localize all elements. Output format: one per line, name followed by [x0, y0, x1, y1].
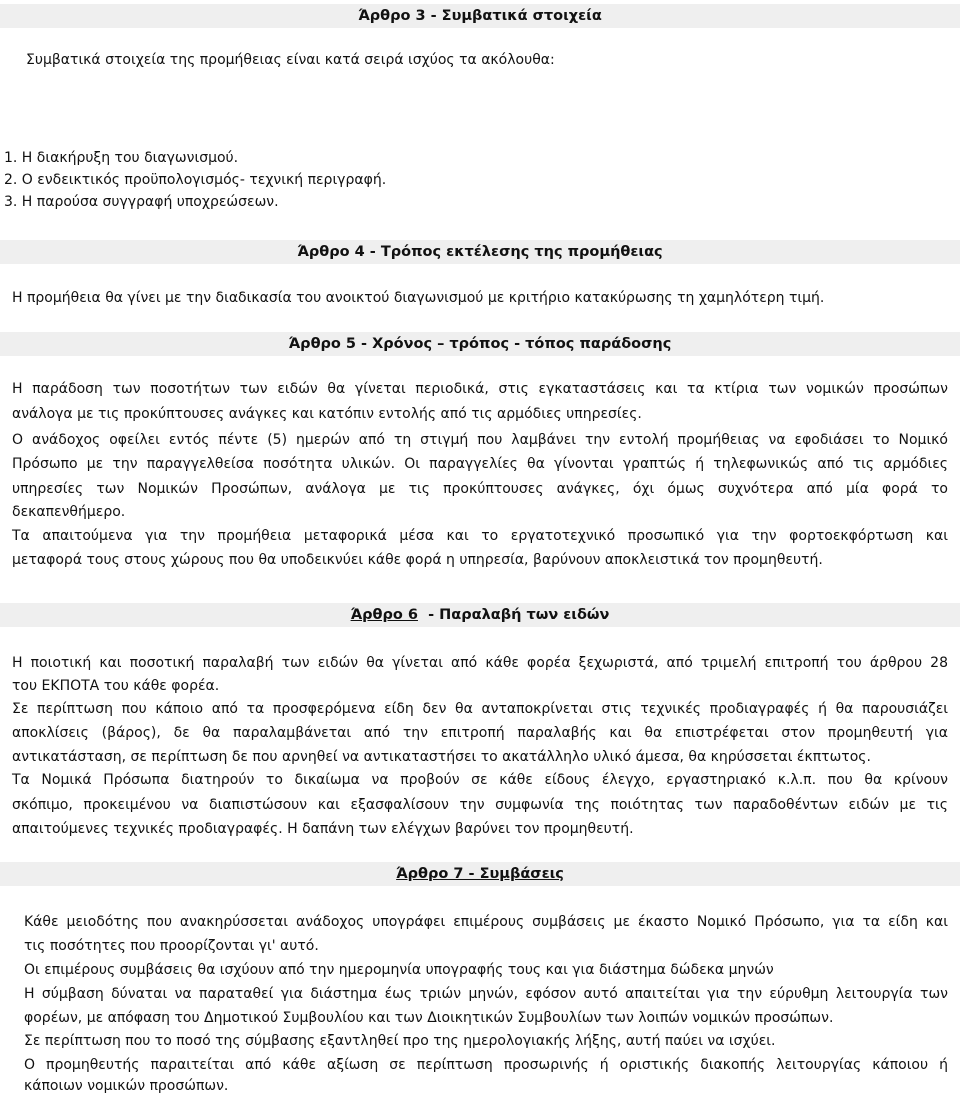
paragraph-line: τις ποσότητες που προορίζονται γι' αυτό.	[24, 938, 319, 954]
paragraph-line: Η σύμβαση δύναται να παραταθεί για διάστημα έως τριών μηνών, εφόσον αυτό απαιτείται για την εύρυθμη λειτουργία των	[24, 986, 948, 1002]
paragraph-line: του ΕΚΠΟΤΑ του κάθε φορέα.	[12, 678, 220, 694]
article-4-text: Η προμήθεια θα γίνει με την διαδικασία του ανοικτού διαγωνισμού με κριτήριο κατακύρωσης τη χαμηλότερη τιμή.	[12, 290, 825, 306]
list-item: 1. Η διακήρυξη του διαγωνισμού.	[4, 150, 239, 166]
paragraph-line: φορέων, με απόφαση του Δημοτικού Συμβουλίου και των Διοικητικών Συμβουλίων των λοιπών νομικών προσώπων.	[24, 1010, 834, 1026]
list-item: 3. Η παρούσα συγγραφή υποχρεώσεων.	[4, 194, 279, 210]
paragraph-line: Σε περίπτωση που το ποσό της σύμβασης εξαντληθεί προ της ημερολογιακής λήξης, αυτή παύει να ισχύει.	[24, 1033, 776, 1049]
article-6-heading	[0, 603, 960, 627]
paragraph-line: σκόπιμο, προκειμένου να διαπιστώσουν και εξασφαλίσουν την συμφωνία της ποιότητας των παραδοθέντων ειδών με τις	[12, 797, 948, 813]
article-7-heading	[0, 862, 960, 886]
paragraph-line: ανάλογα με τις προκύπτουσες ανάγκες και κατόπιν εντολής από τις αρμόδιες υπηρεσίες.	[12, 406, 642, 422]
paragraph-line: Πρόσωπο με την παραγγελθείσα ποσότητα υλικών. Οι παραγγελίες θα γίνονται γραπτώς ή τηλεφωνικώς από τις αρμόδιες	[12, 456, 948, 472]
paragraph-line: Κάθε μειοδότης που ανακηρύσσεται ανάδοχος υπογράφει επιμέρους συμβάσεις με έκαστο Νομικό Πρόσωπο, για τα είδη και	[24, 914, 948, 930]
paragraph-line: Ο προμηθευτής παραιτείται από κάθε αξίωση σε περίπτωση προσωρινής ή οριστικής διακοπής λειτουργίας κάποιου ή	[24, 1057, 948, 1073]
paragraph-line: Τα απαιτούμενα για την προμήθεια μεταφορικά μέσα και το εργατοτεχνικό προσωπικό για την φορτοεκφόρτωση και	[12, 528, 948, 544]
paragraph-line: απαιτούμενες τεχνικές προδιαγραφές. Η δαπάνη των ελέγχων βαρύνει τον προμηθευτή.	[12, 821, 634, 837]
paragraph-line: αντικατάσταση, σε περίπτωση δε που αρνηθεί να αντικαταστήσει το ακατάλληλο υλικό άμεσα, θα κηρύσσεται έκπτωτος.	[12, 749, 871, 765]
article-5-heading: Άρθρο 5 - Χρόνος – τρόπος - τόπος παράδοσης	[288, 336, 672, 352]
article-6-heading-sep: - Παραλαβή των ειδών	[417, 607, 610, 623]
paragraph-line: Η ποιοτική και ποσοτική παραλαβή των ειδών θα γίνεται από κάθε φορέα ξεχωριστά, από τριμελή επιτροπή του άρθρου 28	[12, 655, 948, 671]
paragraph-line: υπηρεσίες των Νομικών Προσώπων, ανάλογα με τις προκύπτουσες ανάγκες, όχι όμως συχνότερα από μία φορά το	[12, 481, 948, 497]
paragraph-line: δεκαπενθήμερο.	[12, 504, 126, 520]
paragraph-line: Σε περίπτωση που κάποιο από τα προσφερόμενα είδη δεν θα ανταποκρίνεται στις τεχνικές προδιαγραφές ή θα παρουσιάζει	[12, 701, 948, 717]
paragraph-line: Τα Νομικά Πρόσωπα διατηρούν το δικαίωμα να προβούν σε κάθε είδους έλεγχο, εργαστηριακό κ.λ.π. που θα κρίνουν	[12, 772, 948, 788]
paragraph-line: κάποιων νομικών προσώπων.	[24, 1078, 229, 1094]
paragraph-line: Οι επιμέρους συμβάσεις θα ισχύουν από την ημερομηνία υπογραφής τους και για διάστημα δώδεκα μηνών	[24, 962, 774, 978]
paragraph-line: Ο ανάδοχος οφείλει εντός πέντε (5) ημερών από τη στιγμή που λαμβάνει την εντολή προμήθειας να εφοδιάσει το Νομικό	[12, 432, 948, 448]
article-6-heading-number: Άρθρο 6	[350, 607, 418, 623]
article-3-intro: Συμβατικά στοιχεία της προμήθειας είναι κατά σειρά ισχύος τα ακόλουθα:	[26, 52, 555, 68]
paragraph-line: Η παράδοση των ποσοτήτων των ειδών θα γίνεται περιοδικά, στις εγκαταστάσεις και τα κτίρια των νομικών προσώπων	[12, 381, 948, 397]
paragraph-line: μεταφορά τους στους χώρους που θα υποδεικνύει κάθε φορά η υπηρεσία, βαρύνουν αποκλειστικά τον προμηθευτή.	[12, 552, 823, 568]
paragraph-line: αποκλίσεις (βάρος), δε θα παραλαμβάνεται από την επιτροπή παραλαβής και θα επιστρέφεται στον προμηθευτή για	[12, 725, 948, 741]
article-3-heading: Άρθρο 3 - Συμβατικά στοιχεία	[358, 8, 602, 24]
article-7-heading-text: Άρθρο 7 - Συμβάσεις	[396, 866, 564, 882]
list-item: 2. Ο ενδεικτικός προϋπολογισμός- τεχνική περιγραφή.	[4, 172, 387, 188]
article-4-heading: Άρθρο 4 - Τρόπος εκτέλεσης της προμήθειας	[297, 244, 663, 260]
